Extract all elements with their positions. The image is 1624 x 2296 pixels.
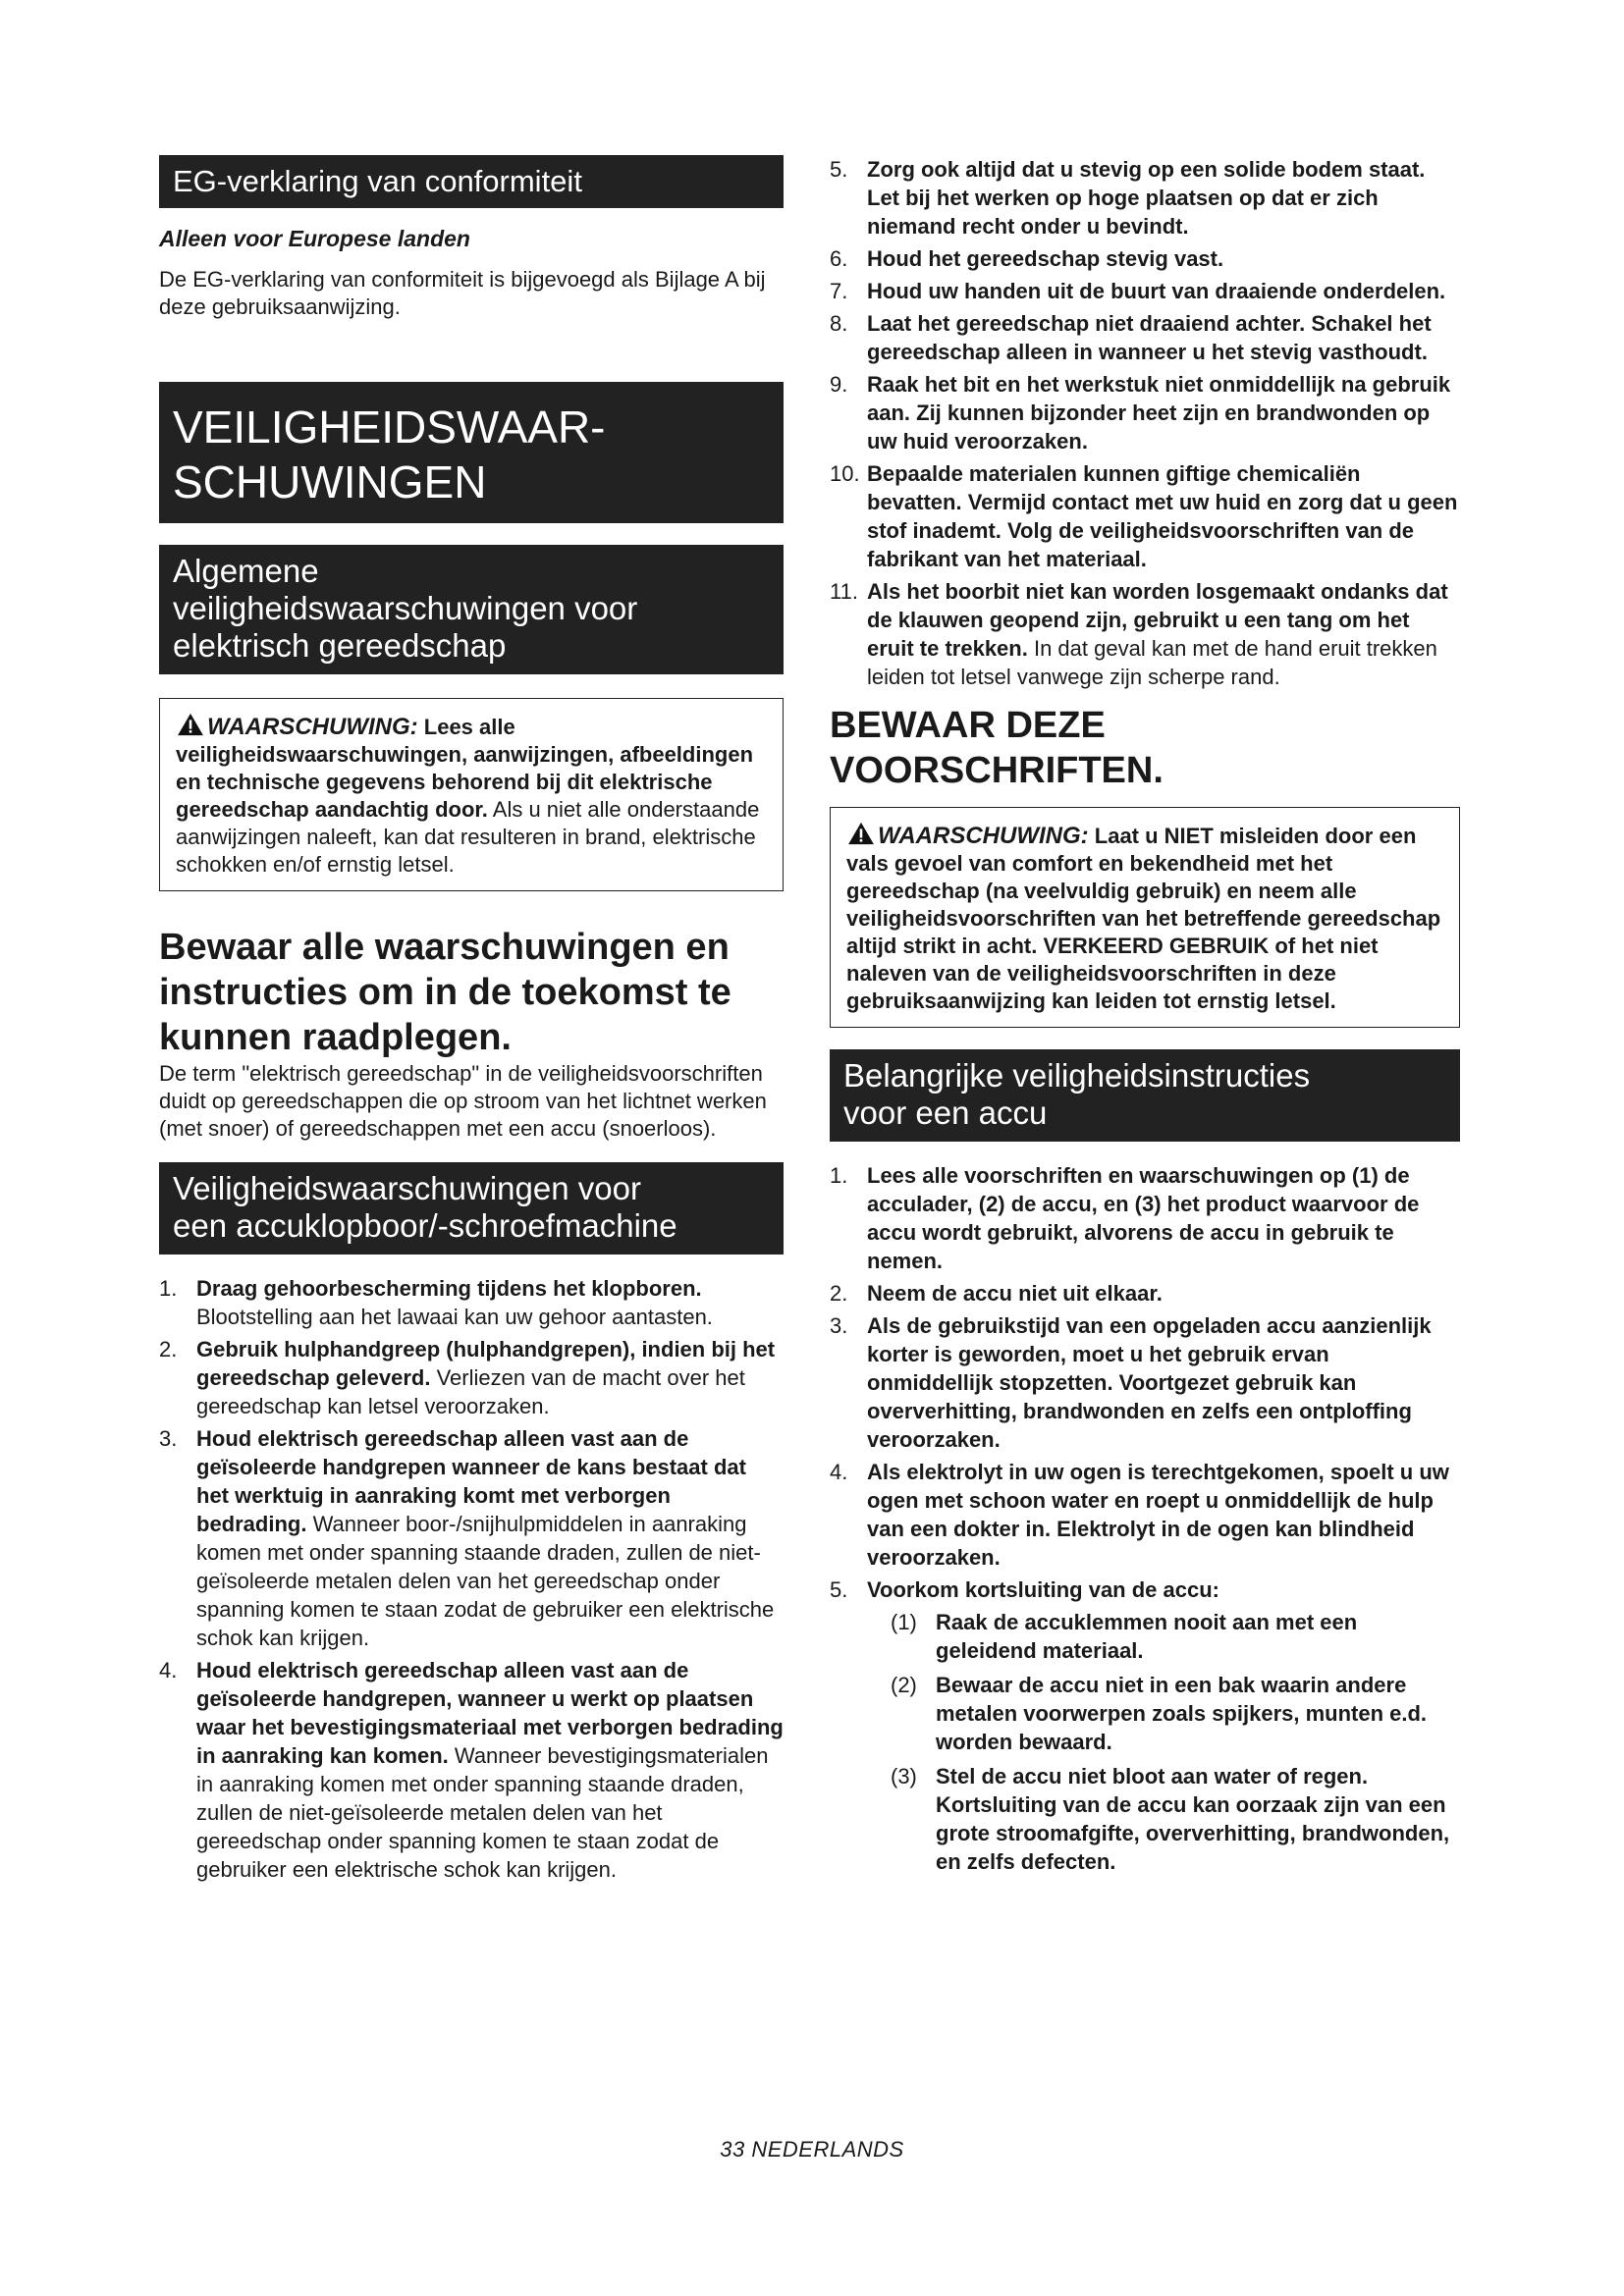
item-number: 7. [830,279,848,303]
warning-bold-text: Lees alle veiligheidswaarschuwingen, aanwijzingen, afbeeldingen en technische gegevens behorend bij dit elektrische gereedschap aandachtig door. [176,715,754,822]
item-number: 11. [830,579,858,604]
list-item [830,155,1460,240]
page-footer: 33 NEDERLANDS [720,2137,904,2162]
drill-title-line-2: een accuklopboor/-schroefmachine [173,1207,677,1244]
item-number: 3. [159,1426,178,1451]
term-definition-text: De term "elektrisch gereedschap" in de veiligheidsvoorschriften duidt op gereedschappen die op stroom van het lichtnet werken (met snoer) of gereedschappen met een accu (snoerloos). [159,1061,767,1141]
sub-item-number: (2) [891,1673,917,1697]
list-item [159,1424,784,1652]
item-number: 6. [830,246,848,271]
sub-item-bold-text: Stel de accu niet bloot aan water of regen. Kortsluiting van de accu kan oorzaak zijn van een grote stroomafgifte, oververhitting, brandwonden, en zelfs defecten. [936,1764,1450,1874]
item-text: In dat geval kan met de hand eruit trekken leiden tot letsel vanwege zijn scherpe rand. [867,636,1437,689]
item-bold-text: Houd uw handen uit de buurt van draaiende onderdelen. [867,279,1446,303]
warning-bold-text: Laat u NIET misleiden door een vals gevoel van comfort en bekendheid met het gereedschap (na veelvuldig gebruik) en neem alle veiligheidsvoorschriften van het betreffende gereedschap altijd strikt in acht. VERKEERD GEBRUIK of het niet naleven van de veiligheidsvoorschriften in deze gebruiksaanwijzing kan leiden tot ernstig letsel. [846,824,1441,1013]
item-bold-text: Laat het gereedschap niet draaiend achter. Schakel het gereedschap alleen in wanneer u het stevig vasthoudt. [867,311,1432,364]
battery-instructions-list [830,1161,1460,1876]
sub-list-item [830,1762,1460,1876]
drill-warnings-list-continued [830,155,1460,691]
sub-item-bold-text: Bewaar de accu niet in een bak waarin andere metalen voorwerpen zoals spijkers, munten e.d. worden bewaard. [936,1673,1428,1754]
warning-box-misuse [830,807,1460,1028]
general-title-line-3: elektrisch gereedschap [173,627,507,664]
safety-warnings-title [159,382,784,523]
list-item [830,1161,1460,1275]
general-warnings-title [159,545,784,674]
item-number: 10. [830,461,860,486]
battery-title-line-2: voor een accu [843,1095,1048,1131]
list-item [159,1274,784,1331]
item-number: 1. [830,1163,848,1188]
list-item [830,1575,1460,1604]
sub-list-item [830,1608,1460,1665]
sub-list-item [830,1671,1460,1756]
item-bold-text: Als het boorbit niet kan worden losgemaakt ondanks dat de klauwen geopend zijn, gebruikt u een tang om het eruit te trekken. [867,579,1448,661]
list-item [830,1311,1460,1454]
battery-instructions-title [830,1049,1460,1142]
warning-label: WAARSCHUWING: [207,714,418,740]
battery-title-line-1: Belangrijke veiligheidsinstructies [843,1057,1311,1094]
safety-title-line-1: VEILIGHEIDSWAAR- [173,401,606,453]
sub-item-number: (3) [891,1764,917,1789]
list-item [830,459,1460,573]
list-item [830,244,1460,273]
item-bold-text: Bepaalde materialen kunnen giftige chemicaliën bevatten. Vermijd contact met uw huid en zorg dat u geen stof inademt. Volg de veiligheidsvoorschriften van de fabrikant van het materiaal. [867,461,1458,571]
item-text: Wanneer boor-/snijhulpmiddelen in aanraking komen met onder spanning staande draden, zullen de niet-geïsoleerde metalen delen van het gereedschap onder spanning komen te staan zodat de gebruiker een elektrische schok kan krijgen. [196,1512,775,1650]
warning-triangle-icon [176,713,205,736]
list-item [159,1656,784,1884]
item-bold-text: Raak het bit en het werkstuk niet onmiddellijk na gebruik aan. Zij kunnen bijzonder heet zijn en brandwonden op uw huid veroorzaken. [867,372,1451,454]
safety-title-line-2: SCHUWINGEN [173,456,487,507]
item-number: 3. [830,1313,848,1338]
item-bold-text: Houd elektrisch gereedschap alleen vast aan de geïsoleerde handgrepen wanneer de kans bestaat dat het werktuig in aanraking komt met verborgen bedrading. [196,1426,746,1536]
item-number: 5. [830,157,848,182]
item-bold-text: Zorg ook altijd dat u stevig op een solide bodem staat. Let bij het werken op hoge plaatsen op dat er zich niemand recht onder u bevindt. [867,157,1426,239]
item-bold-text: Als elektrolyt in uw ogen is terechtgekomen, spoelt u uw ogen met schoon water en roept u onmiddellijk de hulp van een dokter in. Elektrolyt in de ogen kan blindheid veroorzaken. [867,1460,1449,1570]
keep-rules-line-1: BEWAAR DEZE [830,705,1106,746]
item-bold-text: Voorkom kortsluiting van de accu: [867,1577,1219,1602]
sub-item-number: (1) [891,1610,917,1634]
item-bold-text: Houd elektrisch gereedschap alleen vast aan de geïsoleerde handgrepen, wanneer u werkt op plaatsen waar het bevestigingsmateriaal met verborgen bedrading in aanraking kan komen. [196,1658,784,1768]
list-item [830,577,1460,691]
item-bold-text: Gebruik hulphandgreep (hulphandgrepen), indien bij het gereedschap geleverd. [196,1337,776,1390]
item-number: 2. [159,1337,178,1362]
item-number: 4. [159,1658,178,1682]
list-item [830,1279,1460,1308]
warning-text: Als u niet alle onderstaande aanwijzingen naleeft, kan dat resulteren in brand, elektrische schokken en/of ernstig letsel. [176,797,760,877]
item-bold-text: Als de gebruikstijd van een opgeladen accu aanzienlijk korter is geworden, moet u het gebruik ervan onmiddellijk stopzetten. Voortgezet gebruik kan oververhitting, brandwonden en zelfs een ontploffing veroorzaken. [867,1313,1432,1452]
list-item [830,370,1460,455]
left-column [159,155,784,1888]
item-bold-text: Houd het gereedschap stevig vast. [867,246,1224,271]
keep-rules-line-2: VOORSCHRIFTEN. [830,750,1164,791]
general-title-line-2: veiligheidswaarschuwingen voor [173,590,638,626]
eg-section-title: EG-verklaring van conformiteit [159,155,784,208]
keep-instructions-heading: Bewaar alle waarschuwingen en instructies om in de toekomst te kunnen raadplegen. [159,927,731,1058]
item-bold-text: Draag gehoorbescherming tijdens het klopboren. [196,1276,702,1301]
item-text: Blootstelling aan het lawaai kan uw gehoor aantasten. [196,1305,713,1329]
warning-box [159,698,784,891]
list-item [830,309,1460,366]
general-title-line-1: Algemene [173,553,319,589]
item-bold-text: Neem de accu niet uit elkaar. [867,1281,1163,1306]
item-text: Wanneer bevestigingsmaterialen in aanraking komen met onder spanning staande draden, zullen de niet-geïsoleerde metalen delen van het gereedschap onder spanning komen te staan zodat de gebruiker een elektrische schok kan krijgen. [196,1743,769,1882]
eg-subtitle: Alleen voor Europese landen [159,226,470,251]
drill-warnings-title [159,1162,784,1255]
list-item [159,1335,784,1420]
item-number: 1. [159,1276,178,1301]
item-text: Verliezen van de macht over het gereedschap kan letsel veroorzaken. [196,1365,745,1418]
item-number: 9. [830,372,848,397]
warning-triangle-icon [846,822,876,845]
item-bold-text: Lees alle voorschriften en waarschuwingen op (1) de acculader, (2) de accu, en (3) het product waarvoor de accu wordt gebruikt, alvorens de accu in gebruik te nemen. [867,1163,1420,1273]
item-number: 4. [830,1460,848,1484]
item-number: 5. [830,1577,848,1602]
item-number: 8. [830,311,848,336]
keep-rules-heading [830,703,1460,793]
list-item [830,1458,1460,1572]
right-column [830,155,1460,1882]
warning-label: WAARSCHUWING: [878,823,1089,849]
item-number: 2. [830,1281,848,1306]
sub-item-bold-text: Raak de accuklemmen nooit aan met een geleidend materiaal. [936,1610,1358,1663]
drill-title-line-1: Veiligheidswaarschuwingen voor [173,1170,641,1206]
list-item [830,277,1460,305]
drill-warnings-list [159,1274,784,1884]
eg-text: De EG-verklaring van conformiteit is bijgevoegd als Bijlage A bij deze gebruiksaanwijzing. [159,267,766,319]
